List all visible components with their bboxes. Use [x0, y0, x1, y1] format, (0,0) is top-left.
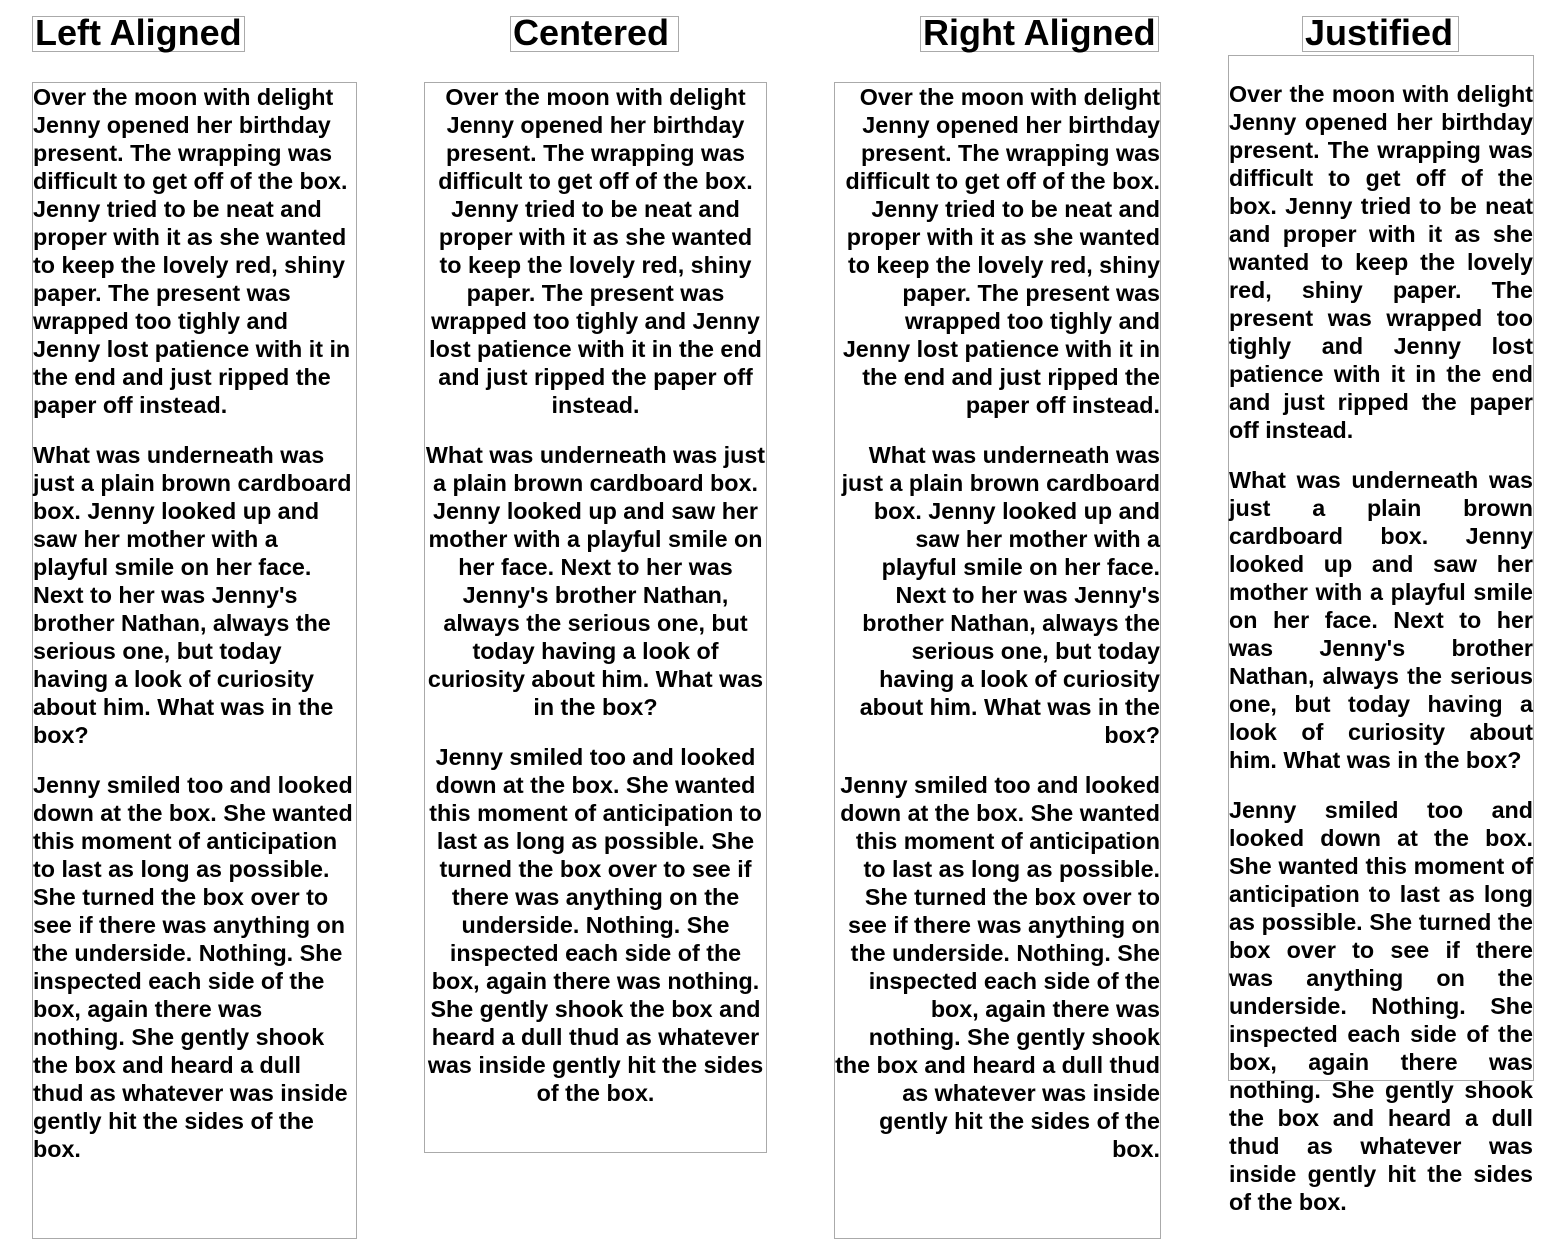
paragraph-2: What was underneath was just a plain brown cardboard box. Jenny looked up and saw her mother with a playful smile on her face. Next to her was Jenny's brother Nathan, always the serious one, but today having a look of curiosity about him. What was in the box?	[841, 442, 1160, 748]
justified-column	[1228, 55, 1534, 1215]
centered-title: Centered	[510, 16, 679, 52]
paragraph-3: Jenny smiled too and looked down at the box. She wanted this moment of anticipation to last as long as possible. She turned the box over to see if there was anything on the underside. Nothing. She inspected each side of the box, again there was nothing. She gently shook the box and heard a dull thud as whatever was inside gently hit the sides of the box.	[33, 772, 353, 1162]
paragraph-3: Jenny smiled too and looked down at the box. She wanted this moment of anticipation to last as long as possible. She turned the box over to see if there was anything on the underside. Nothing. She inspected each side of the box, again there was nothing. She gently shook the box and heard a dull thud as whatever was inside gently hit the sides of the box.	[1229, 797, 1533, 1215]
paragraph-2: What was underneath was just a plain brown cardboard box. Jenny looked up and saw her mother with a playful smile on her face. Next to her was Jenny's brother Nathan, always the serious one, but today having a look of curiosity about him. What was in the box?	[33, 442, 352, 748]
centered-column	[424, 82, 767, 1153]
paragraph-1: Over the moon with delight Jenny opened her birthday present. The wrapping was difficult to get off of the box. Jenny tried to be neat and proper with it as she wanted to keep the lovely red, shiny paper. The present was wrapped too tighly and Jenny lost patience with it in the end and just ripped the paper off instead.	[429, 84, 762, 418]
paragraph-1: Over the moon with delight Jenny opened her birthday present. The wrapping was difficult to get off of the box. Jenny tried to be neat and proper with it as she wanted to keep the lovely red, shiny paper. The present was wrapped too tighly and Jenny lost patience with it in the end and just ripped the paper off instead.	[33, 84, 351, 418]
paragraph-2: What was underneath was just a plain brown cardboard box. Jenny looked up and saw her mother with a playful smile on her face. Next to her was Jenny's brother Nathan, always the serious one, but today having a look of curiosity about him. What was in the box?	[425, 442, 766, 720]
paragraph-2: What was underneath was just a plain brown cardboard box. Jenny looked up and saw her mother with a playful smile on her face. Next to her was Jenny's brother Nathan, always the serious one, but today having a look of curiosity about him. What was in the box?	[1229, 467, 1533, 773]
paragraph-3: Jenny smiled too and looked down at the box. She wanted this moment of anticipation to last as long as possible. She turned the box over to see if there was anything on the underside. Nothing. She inspected each side of the box, again there was nothing. She gently shook the box and heard a dull thud as whatever was inside gently hit the sides of the box.	[427, 744, 764, 1106]
right-aligned-column	[834, 82, 1161, 1239]
left-aligned-column	[32, 82, 357, 1239]
paragraph-1: Over the moon with delight Jenny opened her birthday present. The wrapping was difficult to get off of the box. Jenny tried to be neat and proper with it as she wanted to keep the lovely red, shiny paper. The present was wrapped too tighly and Jenny lost patience with it in the end and just ripped the paper off instead.	[1229, 81, 1533, 443]
paragraph-3: Jenny smiled too and looked down at the box. She wanted this moment of anticipation to last as long as possible. She turned the box over to see if there was anything on the underside. Nothing. She inspected each side of the box, again there was nothing. She gently shook the box and heard a dull thud as whatever was inside gently hit the sides of the box.	[835, 772, 1160, 1162]
left-aligned-title: Left Aligned	[32, 16, 245, 52]
justified-title: Justified	[1302, 16, 1459, 52]
paragraph-1: Over the moon with delight Jenny opened her birthday present. The wrapping was difficult to get off of the box. Jenny tried to be neat and proper with it as she wanted to keep the lovely red, shiny paper. The present was wrapped too tighly and Jenny lost patience with it in the end and just ripped the paper off instead.	[842, 84, 1160, 418]
right-aligned-title: Right Aligned	[920, 16, 1159, 52]
